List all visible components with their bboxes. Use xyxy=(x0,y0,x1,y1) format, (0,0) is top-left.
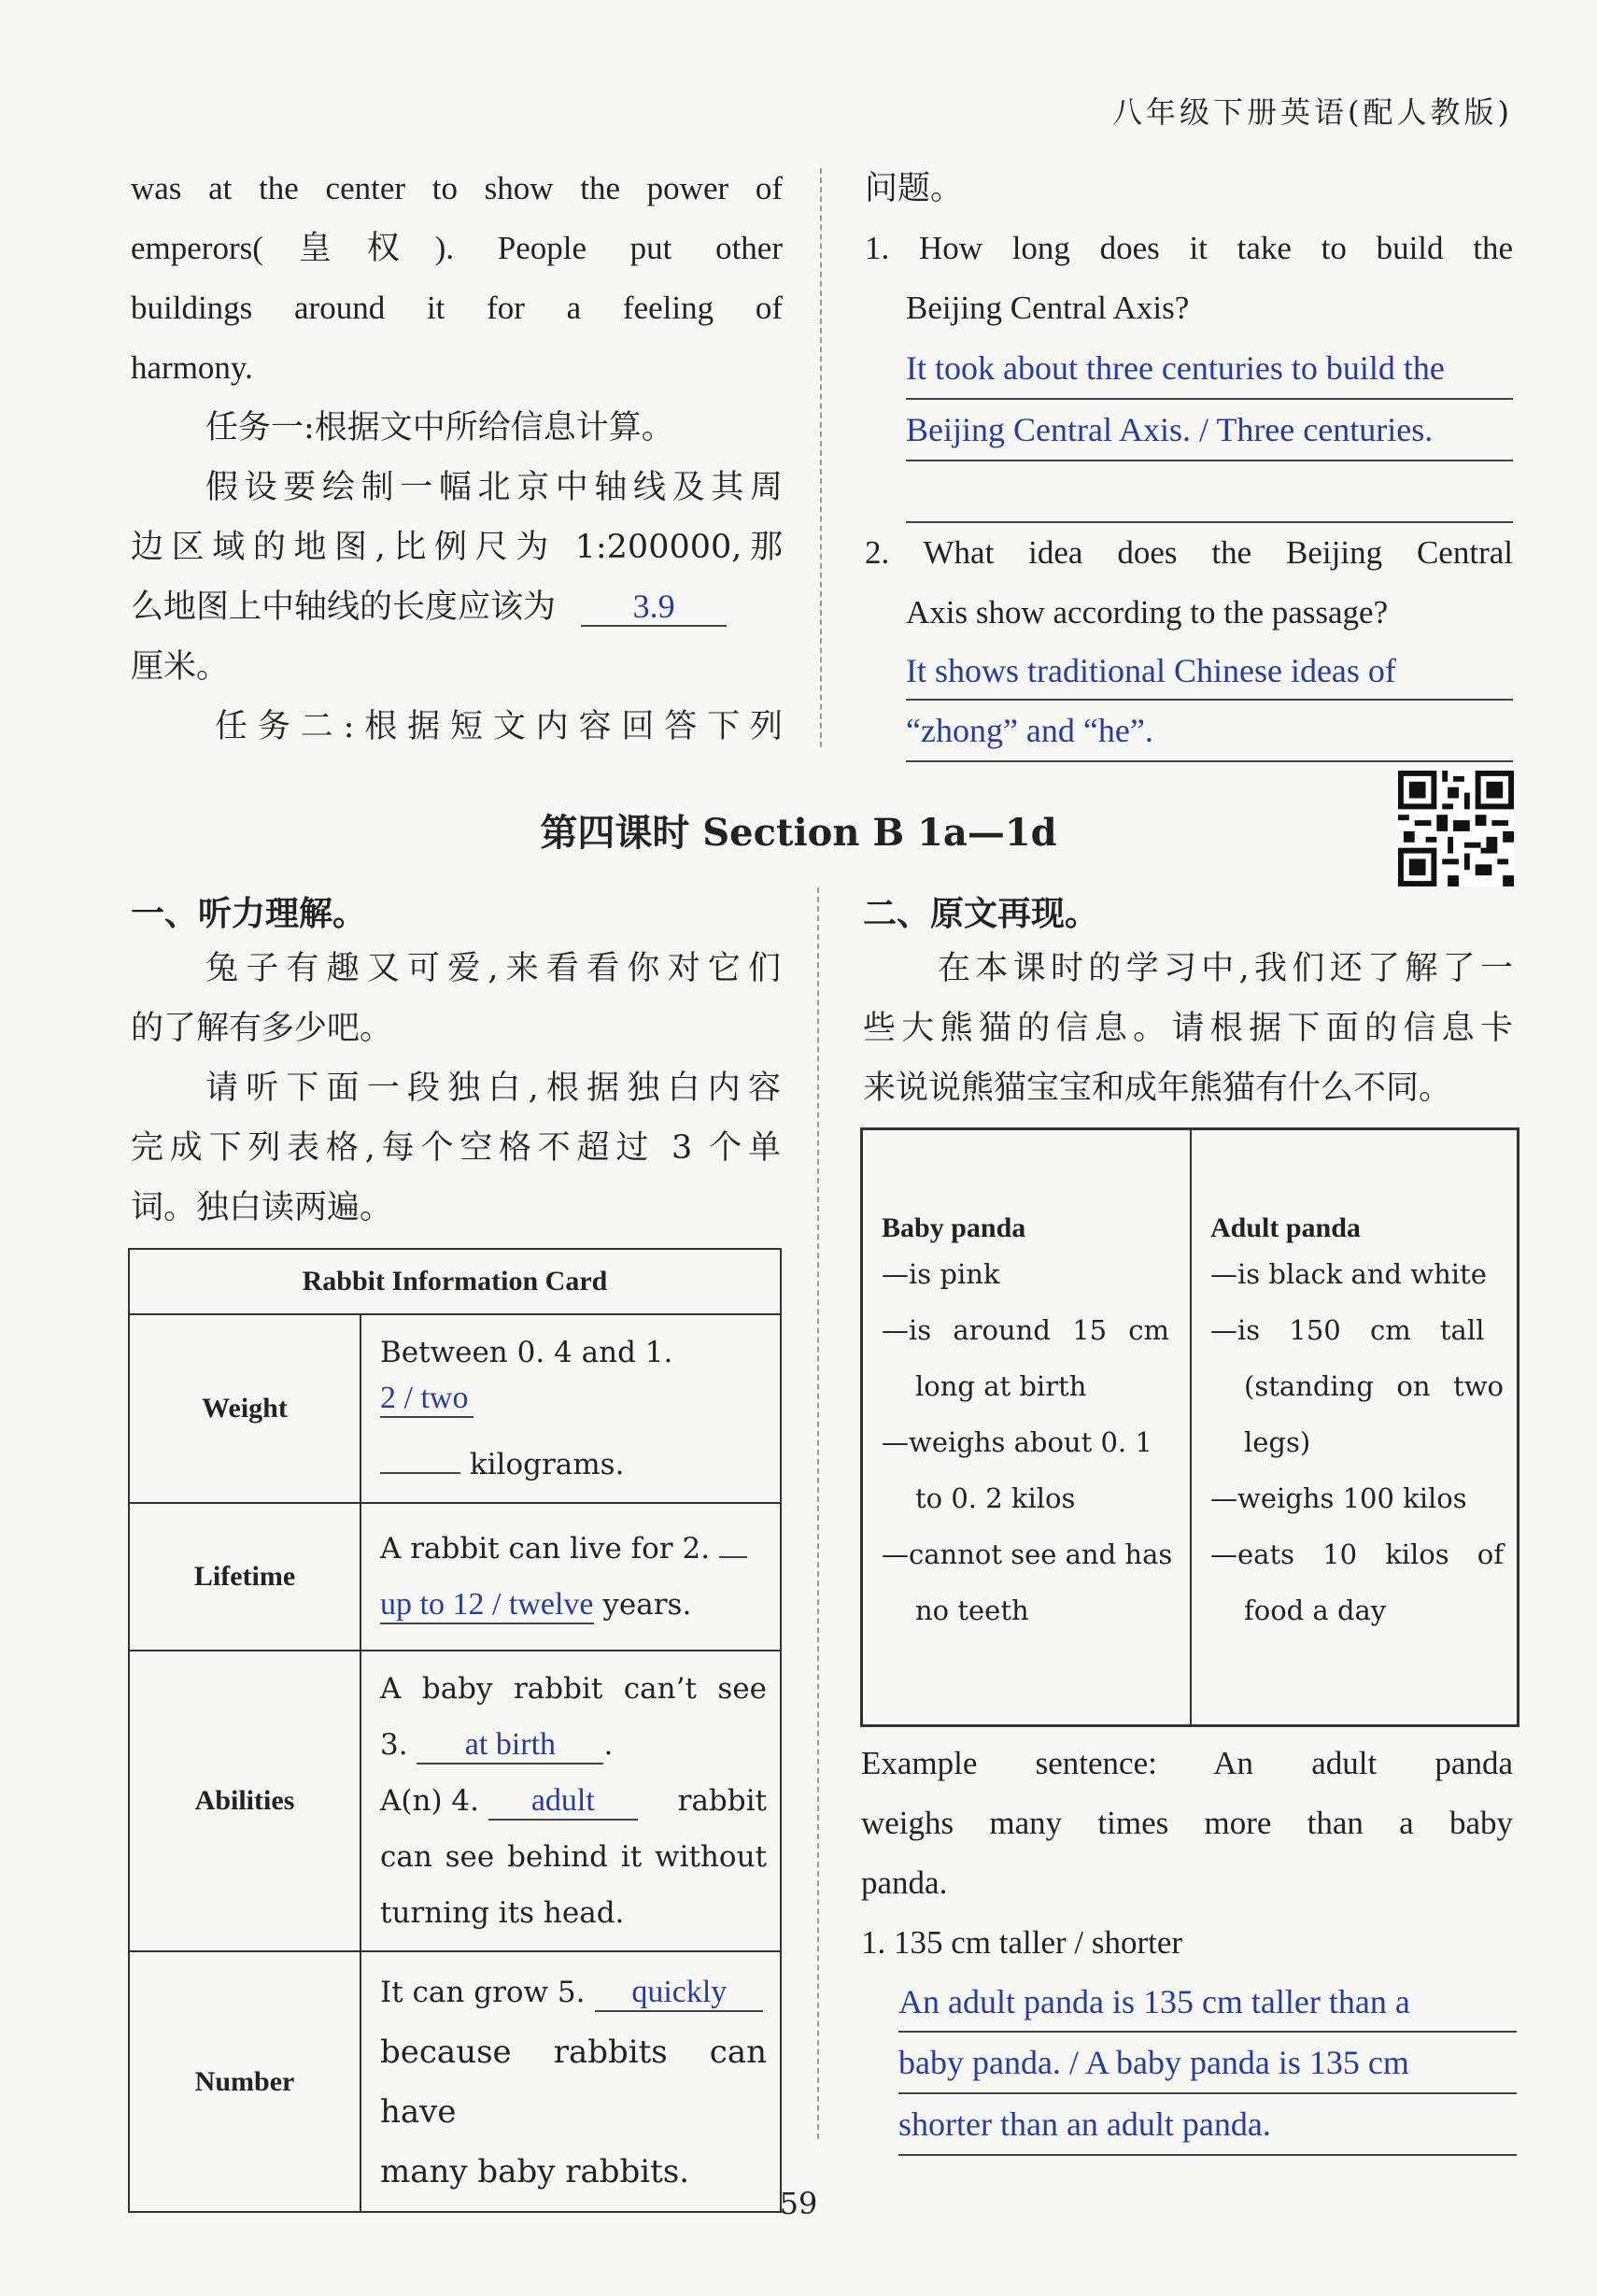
passage-line: emperors(皇权). People put other xyxy=(131,230,783,266)
questions-continued: 问题。 xyxy=(865,170,964,207)
baby-panda-title: Baby panda xyxy=(882,1212,1026,1243)
rabbit-info-table xyxy=(128,1248,782,2213)
page-header: 八年级下册英语(配人教版) xyxy=(1112,94,1513,130)
rewrite-intro xyxy=(863,939,1513,1118)
row-value-weight xyxy=(360,1314,781,1503)
row-label-weight: Weight xyxy=(129,1314,360,1503)
intro-line: 的了解有多少吧。 xyxy=(131,1010,393,1047)
answer-5[interactable]: quickly xyxy=(595,1975,763,2012)
q1-line: Beijing Central Axis? xyxy=(906,290,1190,326)
intro-line: 些大熊猫的信息。请根据下面的信息卡 xyxy=(863,1010,1513,1047)
item-1: 1. 135 cm taller / shorter xyxy=(861,1924,1183,1961)
table-row xyxy=(129,1503,781,1651)
table-row xyxy=(129,1651,781,1951)
answer-3[interactable]: at birth xyxy=(417,1727,603,1765)
cell-text: 3. xyxy=(380,1728,408,1762)
row-value-lifetime xyxy=(360,1503,781,1651)
cell-text: A rabbit can live for 2. xyxy=(380,1532,711,1566)
answer-1[interactable]: 2 / two xyxy=(380,1381,473,1418)
answer-2[interactable]: up to 12 / twelve xyxy=(380,1587,594,1624)
baby-item: —is around 15 cm xyxy=(882,1314,1169,1346)
passage-line: harmony. xyxy=(131,349,253,386)
row-label-abilities: Abilities xyxy=(129,1651,360,1951)
cell-text: years. xyxy=(602,1588,692,1622)
adult-panda-column xyxy=(1192,1130,1517,1724)
table-row xyxy=(129,1249,781,1314)
intro-line: 兔子有趣又可爱,来看看你对它们 xyxy=(205,950,781,987)
task1-line: 假设要绘制一幅北京中轴线及其周 xyxy=(205,469,783,506)
rewrite-heading: 二、原文再现。 xyxy=(863,894,1099,933)
cell-text: It can grow 5. xyxy=(380,1976,586,2009)
answer-line[interactable]: An adult panda is 135 cm taller than a xyxy=(898,1973,1517,2033)
adult-panda-title: Adult panda xyxy=(1210,1212,1361,1243)
instruction-line: 词。独白读两遍。 xyxy=(131,1189,393,1226)
listening-intro xyxy=(131,939,781,1238)
q1-answer-line[interactable]: It took about three centuries to build the xyxy=(906,338,1513,400)
adult-item: —weighs 100 kilos xyxy=(1210,1482,1467,1514)
cell-text: many baby rabbits. xyxy=(380,2153,690,2190)
column-divider-bottom xyxy=(817,887,819,2139)
task1-answer[interactable]: 3.9 xyxy=(581,588,727,627)
right-top-questions xyxy=(865,159,1513,762)
baby-item: —cannot see and has xyxy=(882,1538,1173,1570)
example-line: panda. xyxy=(861,1864,948,1901)
answer-4[interactable]: adult xyxy=(488,1783,638,1821)
q1-line: 1. How long does it take to build the xyxy=(865,230,1513,266)
adult-item: —is 150 cm tall xyxy=(1210,1314,1485,1346)
column-divider-top xyxy=(820,168,822,747)
answer-1-blank[interactable] xyxy=(380,1440,460,1474)
baby-item: —is pink xyxy=(882,1258,1000,1290)
q1-blank-line[interactable] xyxy=(906,461,1513,523)
cell-text: turning its head. xyxy=(380,1896,625,1930)
cell-text: A baby rabbit can’t see xyxy=(380,1672,767,1706)
adult-item: legs) xyxy=(1244,1426,1311,1458)
answer-line[interactable]: baby panda. / A baby panda is 135 cm xyxy=(898,2033,1517,2094)
cell-text: rabbit xyxy=(677,1784,767,1818)
listening-heading: 一、听力理解。 xyxy=(131,894,367,933)
row-value-abilities: A baby rabbit can’t see 3. at birth . A(n) 4. adult rabbit can see behind it without turning its head. xyxy=(360,1651,781,1951)
example-line: weighs many times more than a baby xyxy=(861,1805,1513,1841)
cell-text: A(n) 4. xyxy=(380,1784,479,1818)
cell-text: Between 0. 4 and 1. xyxy=(380,1336,673,1369)
table-title: Rabbit Information Card xyxy=(129,1249,781,1314)
table-row xyxy=(129,1314,781,1503)
baby-item: no teeth xyxy=(915,1594,1029,1626)
intro-line: 在本课时的学习中,我们还了解了一 xyxy=(938,950,1513,987)
q1-answer-lines xyxy=(906,338,1513,523)
baby-panda-column xyxy=(863,1130,1192,1724)
table-row xyxy=(129,1951,781,2212)
cell-text: kilograms. xyxy=(469,1448,625,1481)
baby-item: to 0. 2 kilos xyxy=(915,1482,1076,1514)
example-block xyxy=(861,1734,1513,2156)
qr-code-icon[interactable] xyxy=(1398,771,1514,886)
task1-line: 边区域的地图,比例尺为 1:200000,那 xyxy=(131,529,783,566)
baby-item: —weighs about 0. 1 xyxy=(882,1426,1152,1458)
adult-item: food a day xyxy=(1244,1594,1387,1626)
passage-line: was at the center to show the power of xyxy=(131,170,783,206)
left-top-passage xyxy=(131,159,783,757)
task2-title: 任务二:根据短文内容回答下列 xyxy=(215,708,783,745)
task1-title: 任务一:根据文中所给信息计算。 xyxy=(205,409,674,446)
q1-answer-line[interactable]: Beijing Central Axis. / Three centuries. xyxy=(906,400,1513,461)
page-number: 59 xyxy=(779,2186,818,2221)
panda-info-card xyxy=(860,1127,1519,1727)
task1-line: 么地图上中轴线的长度应该为 xyxy=(131,588,557,626)
intro-line: 来说说熊猫宝宝和成年熊猫有什么不同。 xyxy=(863,1070,1452,1107)
row-label-lifetime: Lifetime xyxy=(129,1503,360,1651)
q2-answer-line[interactable]: It shows traditional Chinese ideas of xyxy=(906,643,1513,701)
section-title: 第四课时 Section B 1a—1d xyxy=(540,811,1057,855)
adult-item: —eats 10 kilos of xyxy=(1210,1538,1504,1570)
task1-line-answer xyxy=(131,577,783,637)
instruction-line: 请听下面一段独白,根据独白内容 xyxy=(205,1070,781,1107)
instruction-line: 完成下列表格,每个空格不超过 3 个单 xyxy=(131,1129,781,1167)
adult-item: (standing on two xyxy=(1244,1370,1504,1402)
row-value-number xyxy=(360,1951,781,2212)
passage-line: buildings around it for a feeling of xyxy=(131,290,783,326)
answer-2-blank[interactable] xyxy=(719,1524,747,1558)
example-line: Example sentence: An adult panda xyxy=(861,1745,1513,1781)
adult-item: —is black and white xyxy=(1210,1258,1487,1290)
q2-answer-line[interactable]: “zhong” and “he”. xyxy=(906,701,1513,762)
baby-item: long at birth xyxy=(915,1370,1087,1402)
row-label-number: Number xyxy=(129,1951,360,2212)
answer-1-lines xyxy=(898,1973,1517,2156)
task1-unit: 厘米。 xyxy=(131,648,230,686)
cell-text: because rabbits can have xyxy=(380,2034,767,2131)
q2-answer-lines xyxy=(906,643,1513,762)
cell-text: can see behind it without xyxy=(380,1840,767,1874)
q2-line: Axis show according to the passage? xyxy=(906,594,1389,631)
q2-line: 2. What idea does the Beijing Central xyxy=(865,534,1513,571)
answer-line[interactable]: shorter than an adult panda. xyxy=(898,2094,1517,2156)
